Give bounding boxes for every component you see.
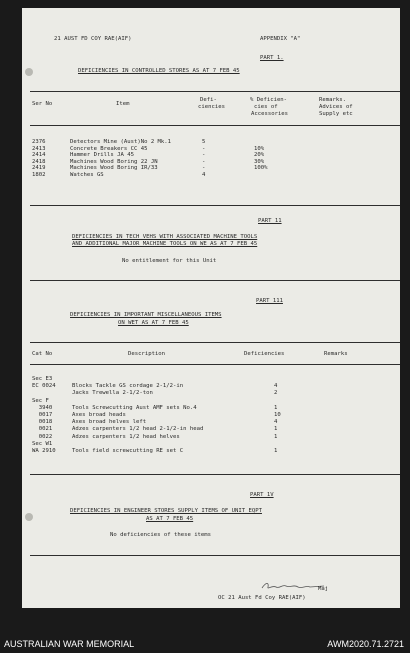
col-remarks-2: Advices of <box>319 104 353 110</box>
part3-row-def: 2 <box>274 390 278 397</box>
part1-row-ser: 2414 <box>32 152 46 159</box>
part3-title-1: DEFICIENCIES IN IMPORTANT MISCELLANEOUS ITEMS <box>70 312 222 318</box>
part3-row-def: 1 <box>274 426 278 433</box>
part1-row-def: 5 <box>202 139 206 145</box>
part1-row-def: - <box>202 152 206 159</box>
part3-row-desc: Axes broad heads <box>72 412 126 418</box>
footer-accession-number: AWM2020.71.2721 <box>327 639 404 649</box>
part1-row-item: Concrete Breakers CC 45 <box>70 145 148 152</box>
part1-row-item: Machines Wood Boring IR/33 <box>70 165 158 172</box>
part3-row-desc: Blocks Tackle GS cordage 2-1/2-in <box>72 383 184 390</box>
part1-row-ser: 1802 <box>32 172 46 178</box>
part1-row-pct: 100% <box>254 165 268 172</box>
part4-label: PART 1V <box>250 492 274 498</box>
part1-label: PART 1. <box>260 55 284 61</box>
divider <box>30 125 400 126</box>
part1-row-def: 4 <box>202 172 206 178</box>
part3-row-def: 1 <box>274 448 278 454</box>
part3-row-cat: 0022 <box>32 433 53 440</box>
part2-label: PART 11 <box>258 218 282 224</box>
col-remarks-3: Supply etc <box>319 111 353 117</box>
col-deficiencies-2: ciencies <box>198 104 225 110</box>
col-ser-no: Ser No <box>32 101 53 107</box>
part1-row-ser: 2419 <box>32 165 46 172</box>
part4-title-2: AS AT 7 FEB 45 <box>146 516 194 522</box>
part3-row-cat: 0021 <box>32 426 53 433</box>
col-remarks: Remarks. <box>319 97 346 103</box>
part3-row-cat: 3940 <box>32 404 53 411</box>
document-page <box>22 8 400 608</box>
signature-rank: Maj <box>318 586 329 592</box>
part3-row-desc: Adzes carpenters 1/2 head helves <box>72 433 180 440</box>
unit-header: 21 AUST FD COY RAE(AIF) <box>54 36 132 42</box>
appendix-label: APPENDIX "A" <box>260 36 301 42</box>
divider <box>30 205 400 206</box>
col-percent-2: cies of <box>254 104 278 110</box>
part3-row-desc: Tools field screwcutting RE set C <box>72 448 184 454</box>
part3-row-cat: 0017 <box>32 412 53 418</box>
part1-row-pct: 20% <box>254 152 265 159</box>
part3-row-cat: Sec W1 <box>32 440 53 447</box>
punch-hole <box>25 68 33 76</box>
footer-source: AUSTRALIAN WAR MEMORIAL <box>4 639 135 649</box>
punch-hole <box>25 513 33 521</box>
part1-row-ser: 2413 <box>32 145 46 152</box>
part4-note: No deficiencies of these items <box>110 532 212 538</box>
col-remarks: Remarks <box>324 351 348 357</box>
part3-row-cat: EC 0024 <box>32 383 56 390</box>
part1-row-item: Machines Wood Boring 22 JN <box>70 158 158 165</box>
part1-row-item: Detectors Mine (Aust)No 2 Mk.1 <box>70 139 172 145</box>
col-item: Item <box>116 101 130 107</box>
divider <box>30 555 400 556</box>
divider <box>30 91 400 92</box>
part3-row-def: 4 <box>274 419 278 426</box>
part3-row-cat: 0018 <box>32 419 53 426</box>
part3-row-cat: Sec E3 <box>32 376 53 382</box>
part2-title-2: AND ADDITIONAL MAJOR MACHINE TOOLS ON WE AS AT 7 FEB 45 <box>72 241 258 247</box>
part1-row-def: - <box>202 158 206 165</box>
part3-row-def: 4 <box>274 383 278 390</box>
part1-row-def: - <box>202 165 206 172</box>
footer <box>0 625 410 653</box>
part1-row-item: Hammer Drills JA 45 <box>70 152 134 159</box>
part1-row-ser: 2418 <box>32 158 46 165</box>
col-deficiencies: Defi- <box>200 97 217 103</box>
part1-row-def: - <box>202 145 206 152</box>
part3-row-desc: Adzes carpenters 1/2 head 2-1/2-in head <box>72 426 204 433</box>
part3-row-cat: Sec F <box>32 397 49 404</box>
divider <box>30 280 400 281</box>
col-description: Description <box>128 351 166 357</box>
part3-label: PART 111 <box>256 298 283 304</box>
divider <box>30 342 400 343</box>
part4-title-1: DEFICIENCIES IN ENGINEER STORES SUPPLY ITEMS OF UNIT EQPT <box>70 508 262 514</box>
signature-title: OC 21 Aust Fd Coy RAE(AIF) <box>218 595 306 601</box>
part3-row-cat: WA 2910 <box>32 448 56 454</box>
part2-note: No entitlement for this Unit <box>122 258 217 264</box>
signature-image <box>260 581 329 592</box>
part3-title-2: ON WET AS AT 7 FEB 45 <box>118 320 189 326</box>
col-percent-3: Accessories <box>251 111 289 117</box>
part1-row-pct: 10% <box>254 145 265 152</box>
part1-row-item: Watches GS <box>70 172 104 178</box>
part3-row-def: 1 <box>274 433 278 440</box>
col-cat-no: Cat No <box>32 351 53 357</box>
part1-row-pct: 30% <box>254 158 265 165</box>
col-percent: % Deficien- <box>250 97 288 103</box>
part1-title: DEFICIENCIES IN CONTROLLED STORES AS AT 7 FEB 45 <box>78 68 240 74</box>
part3-row-def: 10 <box>274 412 281 418</box>
part1-row-ser: 2376 <box>32 139 46 145</box>
part3-row-desc: Tools Screwcutting Aust AMF sets No.4 <box>72 404 197 411</box>
part2-title-1: DEFICIENCIES IN TECH VEHS WITH ASSOCIATED MACHINE TOOLS <box>72 234 258 240</box>
part3-row-def: 1 <box>274 404 278 411</box>
divider <box>30 474 400 475</box>
col-deficiencies: Deficiencies <box>244 351 285 357</box>
part3-row-desc: Axes broad helves left <box>72 419 147 426</box>
divider <box>30 364 400 365</box>
part3-row-desc: Jacks Trewella 2-1/2-ton <box>72 390 153 397</box>
